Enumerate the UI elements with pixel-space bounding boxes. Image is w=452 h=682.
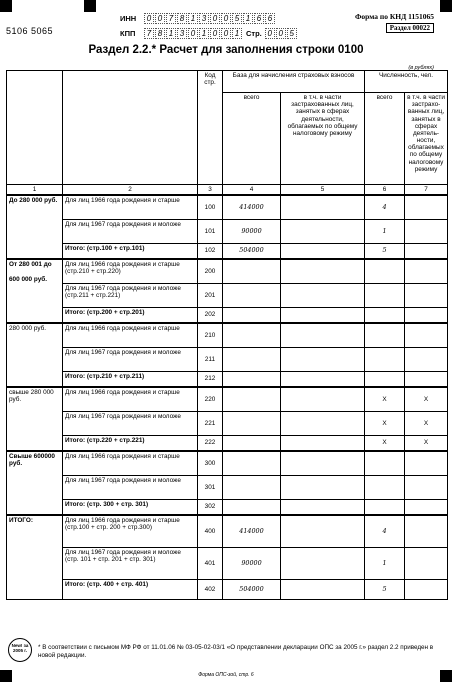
header-base: База для начисления страховых взносов — [223, 71, 365, 93]
empty-cell — [405, 347, 448, 371]
row-label: Для лиц 1966 года рождения и старше (стр.100 + стр. 200 + стр.300) — [63, 515, 198, 547]
corner-marker-top-left — [0, 0, 12, 12]
header-base-sub: в т.ч. в части застрахованных лиц, занятых в сферах деятельности, облагаемых по общему налоговому режиму — [281, 93, 365, 185]
empty-cell — [281, 307, 365, 323]
row-label: Для лиц 1966 года рождения и старше — [63, 323, 198, 347]
table-row — [7, 411, 448, 435]
table-row — [7, 547, 448, 579]
group-label: До 280 000 руб. — [7, 195, 63, 259]
empty-cell — [405, 219, 448, 243]
kpp-cells — [144, 28, 243, 39]
empty-cell — [281, 323, 365, 347]
digit-cell: 5 — [232, 13, 242, 24]
empty-cell — [365, 347, 405, 371]
empty-cell — [223, 411, 281, 435]
empty-cell — [405, 195, 448, 219]
empty-cell — [223, 475, 281, 499]
empty-cell — [223, 259, 281, 283]
digit-cell: 7 — [144, 28, 154, 39]
table-row — [7, 259, 448, 283]
table-row — [7, 435, 448, 451]
form-code: Форма по КНД 1151065 — [354, 12, 434, 21]
row-code: 400 — [198, 515, 223, 547]
row-label: Для лиц 1966 года рождения и старше — [63, 195, 198, 219]
header-col1 — [7, 71, 63, 185]
header-code: Код стр. — [198, 71, 223, 185]
empty-cell — [365, 283, 405, 307]
empty-cell — [405, 499, 448, 515]
digit-cell: 8 — [155, 28, 165, 39]
empty-cell — [365, 499, 405, 515]
kpp-row — [120, 27, 298, 39]
x-mark: X — [405, 411, 448, 435]
x-mark: X — [365, 411, 405, 435]
base-value: 504000 — [223, 243, 281, 259]
inn-row — [120, 12, 276, 24]
empty-cell — [365, 323, 405, 347]
page-cells — [265, 28, 298, 39]
col-number: 5 — [281, 185, 365, 196]
digit-cell: 1 — [199, 28, 209, 39]
empty-cell — [405, 323, 448, 347]
digit-cell: 3 — [199, 13, 209, 24]
table-row — [7, 579, 448, 599]
row-code: 222 — [198, 435, 223, 451]
digit-cell: 1 — [232, 28, 242, 39]
digit-cell: 0 — [221, 28, 231, 39]
row-code: 211 — [198, 347, 223, 371]
empty-cell — [281, 435, 365, 451]
empty-cell — [281, 547, 365, 579]
group-label-line: От 280 001 до — [9, 261, 52, 269]
empty-cell — [281, 371, 365, 387]
empty-cell — [405, 283, 448, 307]
row-label: Итого: (стр. 300 + стр. 301) — [63, 499, 198, 515]
digit-cell: 0 — [144, 13, 154, 24]
col-number: 4 — [223, 185, 281, 196]
empty-cell — [223, 387, 281, 411]
row-label: Для лиц 1967 года рождения и моложе — [63, 475, 198, 499]
row-label: Для лиц 1966 года рождения и старше — [63, 387, 198, 411]
empty-cell — [405, 579, 448, 599]
header-count: Численность, чел. — [365, 71, 448, 93]
row-code: 202 — [198, 307, 223, 323]
empty-cell — [223, 283, 281, 307]
inn-label: ИНН — [120, 13, 137, 23]
empty-cell — [405, 259, 448, 283]
table-row — [7, 195, 448, 219]
row-code: 201 — [198, 283, 223, 307]
digit-cell: 0 — [188, 28, 198, 39]
new-stamp: New! за 2005 г. — [8, 638, 32, 662]
x-mark: X — [405, 435, 448, 451]
header-base-total: всего — [223, 93, 281, 185]
x-mark: X — [365, 435, 405, 451]
digit-cell: 5 — [287, 28, 297, 39]
digit-cell: 0 — [155, 13, 165, 24]
empty-cell — [365, 259, 405, 283]
col-number: 7 — [405, 185, 448, 196]
count-value: 1 — [365, 547, 405, 579]
empty-cell — [405, 515, 448, 547]
row-label: Для лиц 1967 года рождения и моложе (стр.211 + стр.221) — [63, 283, 198, 307]
group-label-line: 600 000 руб. — [9, 276, 47, 284]
row-code: 401 — [198, 547, 223, 579]
group-label: 280 000 руб. — [7, 323, 63, 387]
col-number: 3 — [198, 185, 223, 196]
row-code: 101 — [198, 219, 223, 243]
empty-cell — [365, 475, 405, 499]
count-value: 4 — [365, 515, 405, 547]
corner-marker-top-mid — [84, 0, 96, 12]
empty-cell — [365, 307, 405, 323]
row-label: Итого: (стр.210 + стр.211) — [63, 371, 198, 387]
table-row — [7, 283, 448, 307]
digit-cell: 6 — [254, 13, 264, 24]
table-row — [7, 451, 448, 475]
row-code: 100 — [198, 195, 223, 219]
section-code: Раздел 00022 — [386, 23, 434, 33]
digit-cell: 6 — [265, 13, 275, 24]
row-label: Для лиц 1966 года рождения и старше (стр.210 + стр.220) — [63, 259, 198, 283]
page-footer: Форма ОПС-зой, стр. 6 — [198, 672, 254, 678]
digit-cell: 1 — [188, 13, 198, 24]
empty-cell — [223, 499, 281, 515]
table-row — [7, 371, 448, 387]
base-value: 90000 — [223, 547, 281, 579]
row-label: Для лиц 1967 года рождения и моложе — [63, 219, 198, 243]
empty-cell — [281, 499, 365, 515]
units-label: (в рублях) — [408, 65, 434, 71]
row-label: Итого: (стр. 400 + стр. 401) — [63, 579, 198, 599]
empty-cell — [223, 307, 281, 323]
table-row — [7, 243, 448, 259]
kpp-label: КПП — [120, 28, 136, 38]
empty-cell — [281, 243, 365, 259]
empty-cell — [405, 243, 448, 259]
empty-cell — [281, 347, 365, 371]
row-label: Для лиц 1967 года рождения и моложе — [63, 411, 198, 435]
row-code: 212 — [198, 371, 223, 387]
table-row — [7, 515, 448, 547]
digit-cell: 0 — [210, 28, 220, 39]
empty-cell — [405, 307, 448, 323]
group-label: ИТОГО: — [7, 515, 63, 599]
empty-cell — [223, 435, 281, 451]
table-row — [7, 387, 448, 411]
table-row — [7, 307, 448, 323]
empty-cell — [281, 451, 365, 475]
empty-cell — [281, 411, 365, 435]
col-number: 2 — [63, 185, 198, 196]
column-numbers-row — [7, 185, 448, 196]
digit-cell: 0 — [265, 28, 275, 39]
empty-cell — [405, 547, 448, 579]
empty-cell — [405, 451, 448, 475]
row-code: 200 — [198, 259, 223, 283]
group-label — [7, 259, 63, 323]
row-code: 301 — [198, 475, 223, 499]
row-label: Для лиц 1967 года рождения и моложе (стр. 101 + стр. 201 + стр. 301) — [63, 547, 198, 579]
row-code: 221 — [198, 411, 223, 435]
empty-cell — [405, 371, 448, 387]
count-value: 1 — [365, 219, 405, 243]
row-code: 300 — [198, 451, 223, 475]
count-value: 5 — [365, 243, 405, 259]
row-label: Для лиц 1966 года рождения и старше — [63, 451, 198, 475]
row-label: Итого: (стр.220 + стр.221) — [63, 435, 198, 451]
page-title: Раздел 2.2.* Расчет для заполнения строки 0100 — [88, 44, 364, 56]
row-label: Итого: (стр.200 + стр.201) — [63, 307, 198, 323]
header-count-total: всего — [365, 93, 405, 185]
group-label: Свыше 600000 руб. — [7, 451, 63, 515]
footnote: * В соответствии с письмом МФ РФ от 11.01.06 № 03-05-02-03/1 «О представлении декларации ОПС за 2005 г.» раздел 2.2 приведен в новой редакции. — [38, 644, 434, 659]
digit-cell: 0 — [210, 13, 220, 24]
row-code: 102 — [198, 243, 223, 259]
base-value: 504000 — [223, 579, 281, 599]
row-code: 402 — [198, 579, 223, 599]
inn-cells — [144, 13, 276, 24]
empty-cell — [365, 371, 405, 387]
empty-cell — [281, 219, 365, 243]
page-label: Стр. — [246, 28, 262, 38]
digit-cell: 1 — [166, 28, 176, 39]
row-code: 220 — [198, 387, 223, 411]
count-value: 5 — [365, 579, 405, 599]
barcode-number: 5106 5065 — [6, 26, 54, 36]
base-value: 414000 — [223, 195, 281, 219]
row-code: 302 — [198, 499, 223, 515]
digit-cell: 7 — [166, 13, 176, 24]
empty-cell — [223, 451, 281, 475]
row-label: Итого: (стр.100 + стр.101) — [63, 243, 198, 259]
empty-cell — [223, 323, 281, 347]
x-mark: X — [365, 387, 405, 411]
header-col2 — [63, 71, 198, 185]
digit-cell: 0 — [221, 13, 231, 24]
empty-cell — [223, 371, 281, 387]
base-value: 414000 — [223, 515, 281, 547]
empty-cell — [281, 387, 365, 411]
empty-cell — [281, 259, 365, 283]
header-count-sub: в т.ч. в части застрахо-ванных лиц, занятых в сферах деятель-ности, облагаемых по общему налоговому режиму — [405, 93, 448, 185]
digit-cell: 0 — [276, 28, 286, 39]
empty-cell — [281, 195, 365, 219]
count-value: 4 — [365, 195, 405, 219]
table-row — [7, 347, 448, 371]
x-mark: X — [405, 387, 448, 411]
empty-cell — [281, 515, 365, 547]
empty-cell — [405, 475, 448, 499]
row-label: Для лиц 1967 года рождения и моложе — [63, 347, 198, 371]
empty-cell — [281, 283, 365, 307]
digit-cell: 8 — [177, 13, 187, 24]
digit-cell: 3 — [177, 28, 187, 39]
group-label: свыше 280 000 руб. — [7, 387, 63, 451]
empty-cell — [365, 451, 405, 475]
col-number: 6 — [365, 185, 405, 196]
corner-marker-top-right — [440, 0, 452, 12]
digit-cell: 1 — [243, 13, 253, 24]
table-row — [7, 499, 448, 515]
row-code: 210 — [198, 323, 223, 347]
base-value: 90000 — [223, 219, 281, 243]
calculation-table — [6, 70, 448, 600]
empty-cell — [223, 347, 281, 371]
table-row — [7, 475, 448, 499]
table-header-row — [7, 71, 448, 93]
table-row — [7, 219, 448, 243]
empty-cell — [281, 579, 365, 599]
empty-cell — [281, 475, 365, 499]
col-number: 1 — [7, 185, 63, 196]
table-row — [7, 323, 448, 347]
